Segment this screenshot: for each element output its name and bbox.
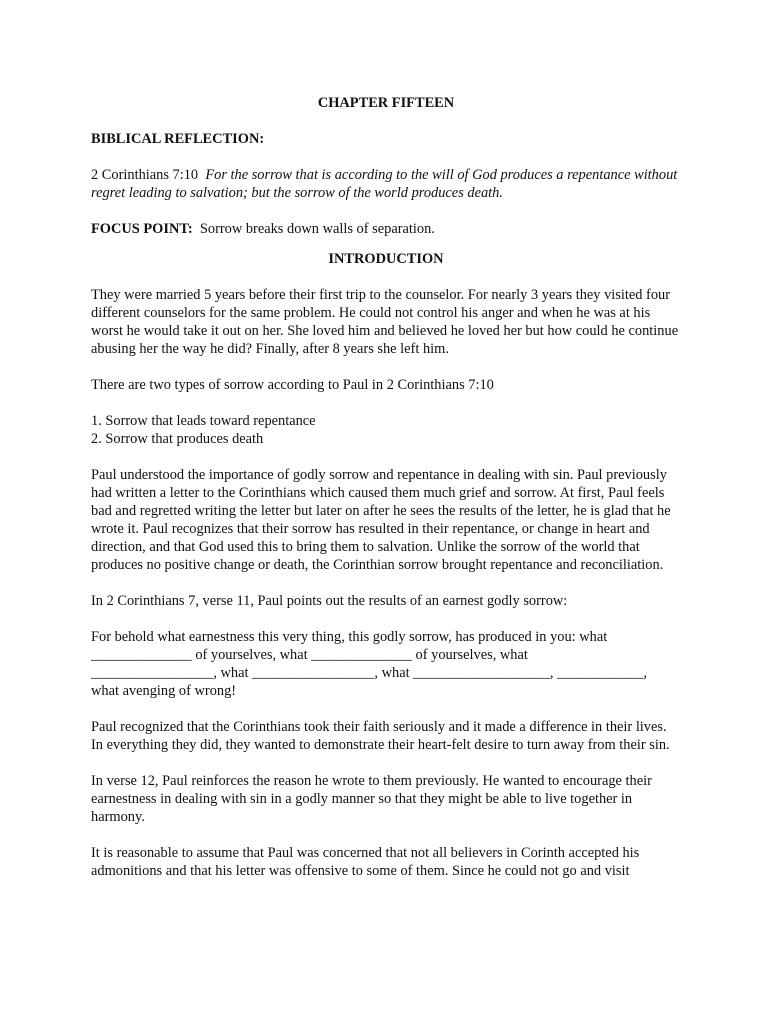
focus-label: FOCUS POINT: [91,221,193,237]
intro-heading: INTRODUCTION [328,251,444,267]
fill-line: _________________, what _________________, what ___________________, ____________, [91,665,648,681]
list-item: 2. Sorrow that produces death [91,431,264,447]
list-item: 1. Sorrow that leads toward repentance [91,413,316,429]
sorrow-list [91,412,681,448]
fill-line: For behold what earnestness this very thing, this godly sorrow, has produced in you: what [91,629,608,645]
scripture-reference: 2 Corinthians 7:10 [91,167,199,183]
fill-line: ______________ of yourselves, what ______________ of yourselves, what [91,647,528,663]
chapter-title: CHAPTER FIFTEEN [317,95,455,111]
paragraph-4: In 2 Corinthians 7, verse 11, Paul points out the results of an earnest godly sorrow: [91,593,568,609]
paragraph-6: In verse 12, Paul reinforces the reason he wrote to them previously. He wanted to encourage their earnestness in dealing with sin in a godly manner so that they might be able to live together in harmony. [91,773,652,825]
reflection-heading: BIBLICAL REFLECTION: [91,131,265,147]
paragraph-3: Paul understood the importance of godly sorrow and repentance in dealing with sin. Paul previously had written a letter to the Corinthians which caused them much grief and sorrow. At first, Paul feels bad and regretted writing the letter but later on after he sees the results of the letter, he is glad that he wrote it. Paul recognizes that their sorrow has resulted in their repentance, or change in heart and direction, and that God used this to bring them to salvation. Unlike the sorrow of the world that produces no positive change or death, the Corinthian sorrow brought repentance and reconciliation. [91,467,671,573]
paragraph-5: Paul recognized that the Corinthians took their faith seriously and it made a difference in their lives. In everything they did, they wanted to demonstrate their heart-felt desire to turn away from their sin. [91,719,670,753]
paragraph-7: It is reasonable to assume that Paul was concerned that not all believers in Corinth accepted his admonitions and that his letter was offensive to some of them. Since he could not go and visit [91,845,640,879]
focus-text: Sorrow breaks down walls of separation. [199,221,435,237]
focus-point [91,220,681,238]
fill-in-blank-passage [91,628,681,700]
paragraph-1: They were married 5 years before their first trip to the counselor. For nearly 3 years they visited four different counselors for the same problem. He could not control his anger and when he was at his worst he would take it out on her. She loved him and believed he loved her but how could he continue abusing her the way he did? Finally, after 8 years she left him. [91,287,679,357]
scripture-text: For the sorrow that is according to the will of God produces a repentance without regret leading to salvation; but the sorrow of the world produces death. [91,167,678,201]
fill-line: what avenging of wrong! [91,683,237,699]
paragraph-2: There are two types of sorrow according to Paul in 2 Corinthians 7:10 [91,377,494,393]
document-page [91,94,681,880]
scripture-passage [91,166,681,202]
